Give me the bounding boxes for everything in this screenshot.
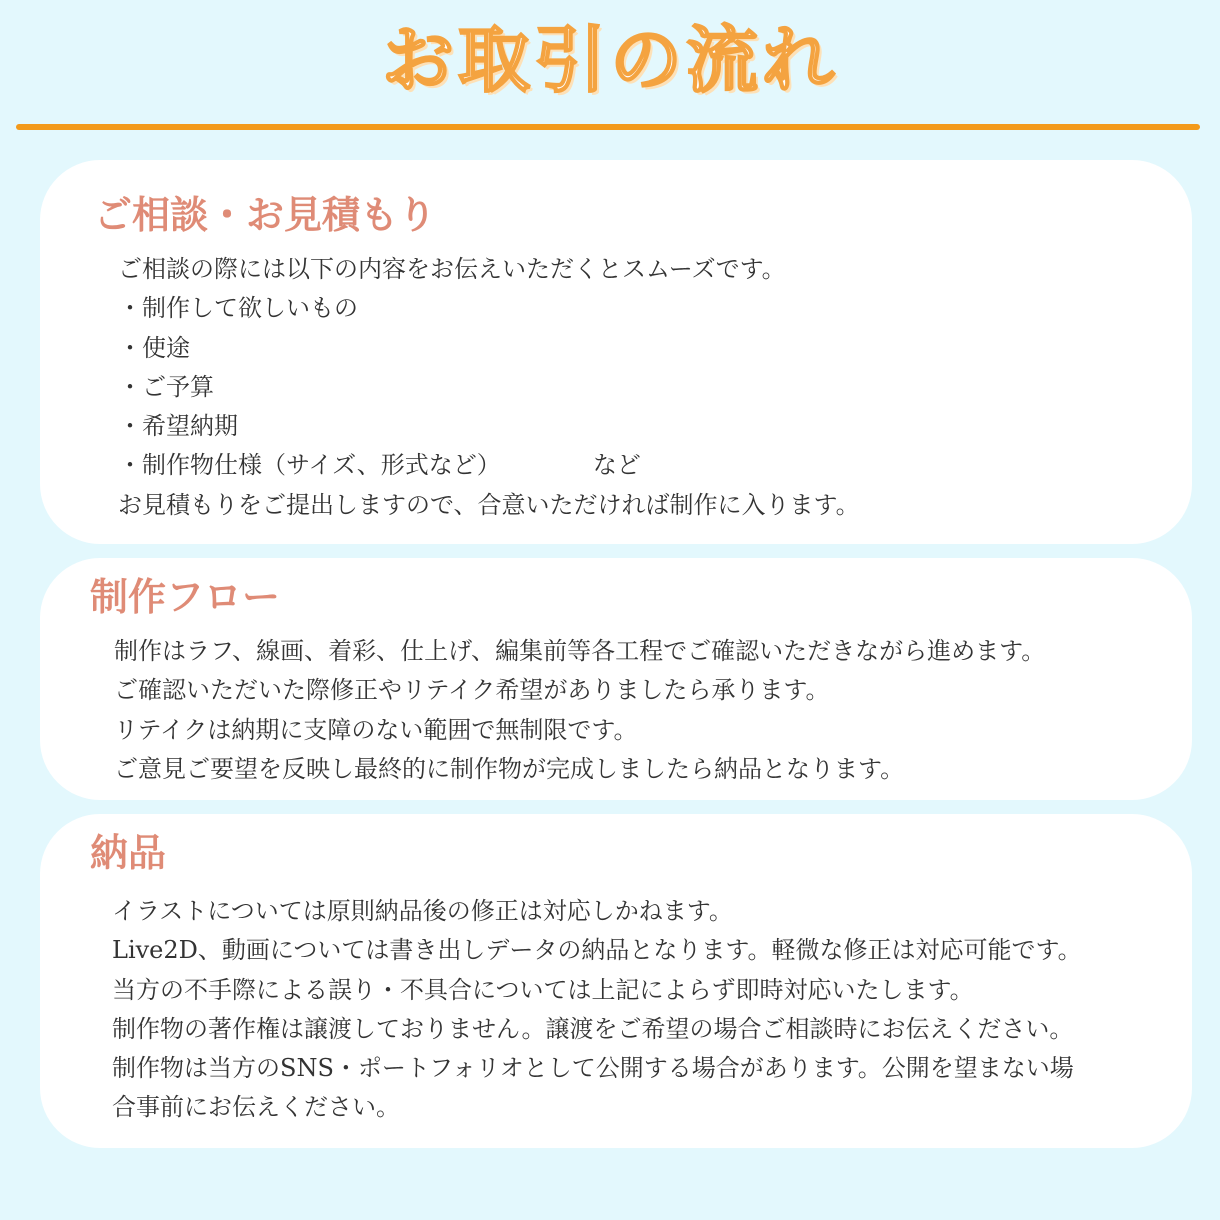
consultation-item-3: ・ご予算	[118, 372, 214, 401]
delivery-line: 制作物の著作権は譲渡しておりません。譲渡をご希望の場合ご相談時にお伝えください。	[112, 1014, 1074, 1043]
delivery-line: 当方の不手際による誤り・不具合については上記によらず即時対応いたします。	[112, 975, 974, 1004]
consultation-card	[40, 160, 1192, 544]
consultation-item-5: ・制作物仕様（サイズ、形式など）	[118, 451, 501, 480]
consultation-item-2: ・使途	[118, 333, 190, 362]
production-flow-heading: 制作フロー	[90, 574, 281, 619]
delivery-card	[40, 814, 1192, 1148]
delivery-line: Live2D、動画については書き出しデータの納品となります。軽微な修正は対応可能です。	[112, 936, 1082, 965]
consultation-text	[118, 250, 860, 525]
consultation-item-1: ・制作して欲しいもの	[118, 294, 358, 323]
consultation-item-4: ・希望納期	[118, 412, 238, 441]
production-flow-card	[40, 558, 1192, 800]
delivery-text	[112, 892, 1082, 1128]
consultation-items-suffix: など	[592, 451, 641, 480]
delivery-heading: 納品	[90, 830, 167, 875]
production-flow-text	[114, 632, 1045, 789]
consultation-heading: ご相談・お見積もり	[94, 192, 437, 237]
production-flow-line: リテイクは納期に支障のない範囲で無制限です。	[114, 715, 638, 744]
delivery-line: 合事前にお伝えください。	[112, 1093, 400, 1122]
delivery-line: イラストについては原則納品後の修正は対応しかねます。	[112, 897, 733, 925]
page-title: お取引の流れ	[381, 17, 838, 102]
consultation-intro: ご相談の際には以下の内容をお伝えいただくとスムーズです。	[118, 255, 786, 283]
consultation-outro: お見積もりをご提出しますので、合意いただければ制作に入ります。	[118, 490, 860, 519]
delivery-line: 制作物は当方のSNS・ポートフォリオとして公開する場合があります。公開を望まない場	[112, 1054, 1074, 1083]
production-flow-line: ご意見ご要望を反映し最終的に制作物が完成しましたら納品となります。	[114, 754, 905, 783]
title-divider	[16, 124, 1200, 130]
production-flow-line: ご確認いただいた際修正やリテイク希望がありましたら承ります。	[114, 676, 830, 705]
consultation-item-5-row	[118, 446, 860, 485]
production-flow-line: 制作はラフ、線画、着彩、仕上げ、編集前等各工程でご確認いただきながら進めます。	[114, 637, 1046, 665]
